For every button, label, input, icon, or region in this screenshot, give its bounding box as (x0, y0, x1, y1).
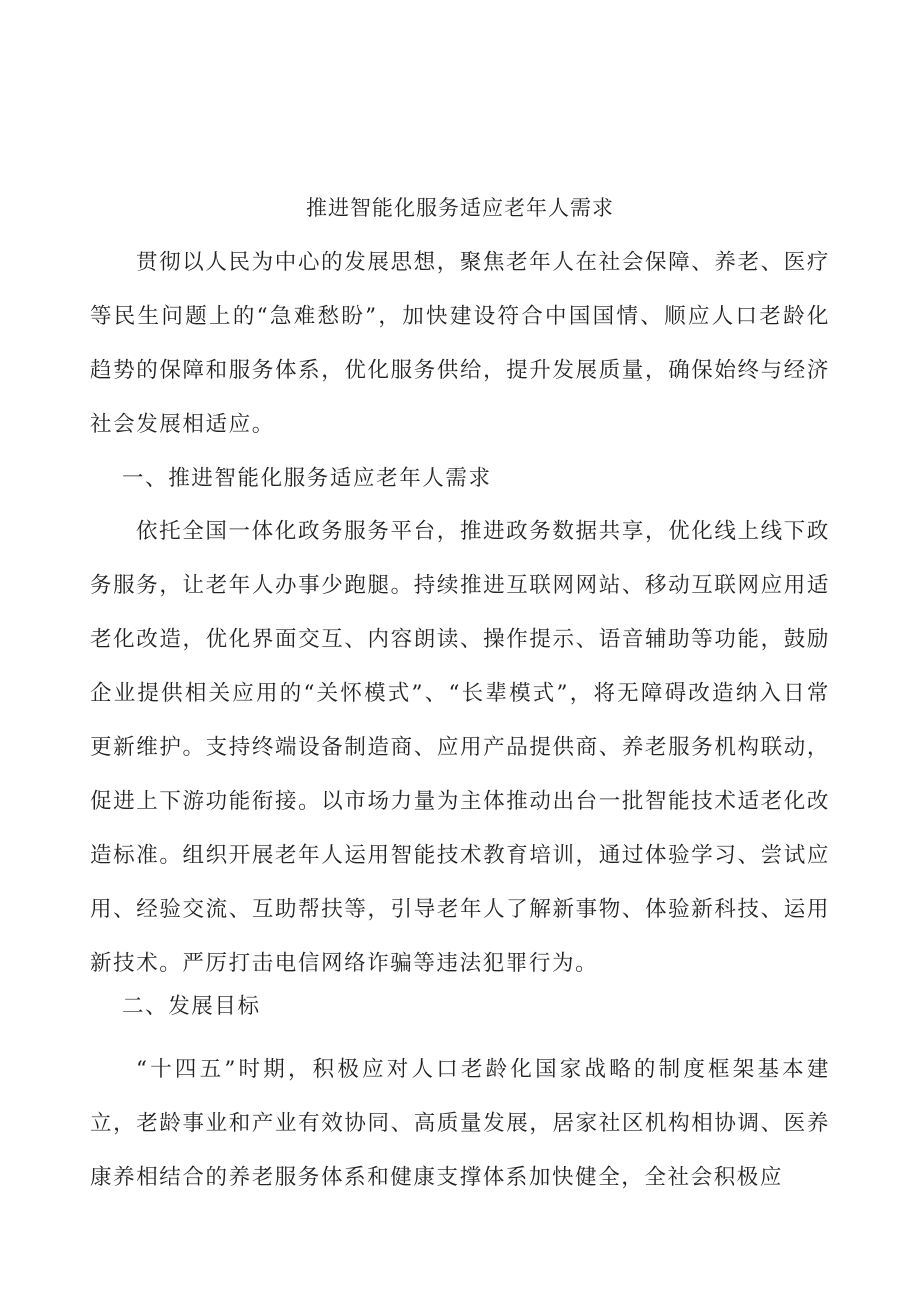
intro-paragraph: 贯彻以人民为中心的发展思想，聚焦老年人在社会保障、养老、医疗等民生问题上的“急难愁盼”，加快建设符合中国国情、顺应人口老龄化趋势的保障和服务体系，优化服务供给，提升发展质量，确保始终与经济社会发展相适应。 (90, 250, 830, 437)
section-1-paragraph: 依托全国一体化政务服务平台，推进政务数据共享，优化线上线下政务服务，让老年人办事少跑腿。持续推进互联网网站、移动互联网应用适老化改造，优化界面交互、内容朗读、操作提示、语音辅助等功能，鼓励企业提供相关应用的“关怀模式”、“长辈模式”，将无障碍改造纳入日常更新维护。支持终端设备制造商、应用产品提供商、养老服务机构联动，促进上下游功能衔接。以市场力量为主体推动出台一批智能技术适老化改造标准。组织开展老年人运用智能技术教育培训，通过体验学习、尝试应用、经验交流、互助帮扶等，引导老年人了解新事物、体验新科技、运用新技术。严厉打击电信网络诈骗等违法犯罪行为。 (90, 519, 830, 976)
section-heading-2: 二、发展目标 (122, 994, 261, 1019)
document-title: 推进智能化服务适应老年人需求 (306, 196, 614, 220)
section-2-paragraph: “十四五”时期，积极应对人口老龄化国家战略的制度框架基本建立，老龄事业和产业有效协同、高质量发展，居家社区机构相协调、医养康养相结合的养老服务体系和健康支撑体系加快健全，全社会积极应 (90, 1057, 830, 1190)
section-heading-1: 一、推进智能化服务适应老年人需求 (122, 466, 492, 491)
